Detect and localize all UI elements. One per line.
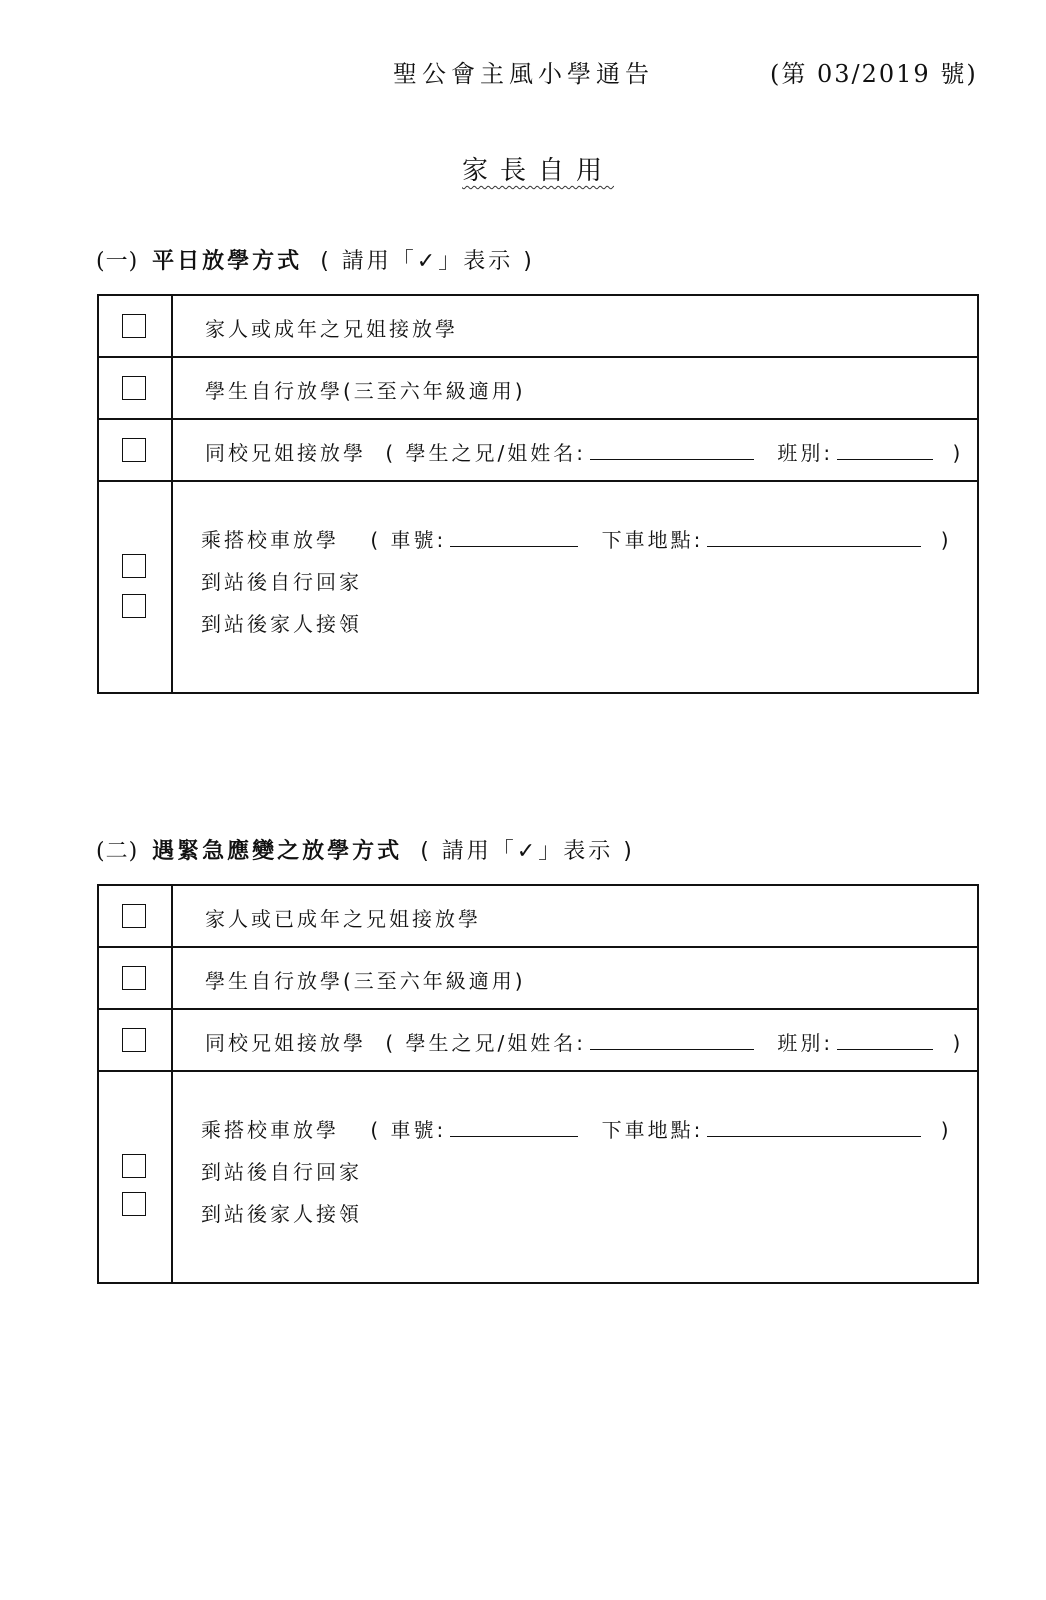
table-row [99, 948, 977, 1010]
checkbox-family-pickup[interactable] [122, 314, 146, 338]
close-paren: ) [952, 1031, 964, 1055]
section-1-heading [96, 244, 535, 275]
checkbox-family-pickup[interactable] [122, 904, 146, 928]
section-1-title: 平日放學方式 [152, 249, 303, 274]
class-label: 班別: [777, 1031, 834, 1055]
table-row [99, 296, 977, 358]
dropoff-field[interactable] [707, 1118, 921, 1137]
checkbox-bus-self-home[interactable] [122, 554, 146, 578]
class-field[interactable] [837, 441, 933, 460]
option-label: 家人或已成年之兄姐接放學 [205, 907, 481, 931]
notice-title: 聖公會主風小學通告 [393, 60, 654, 88]
sibling-name-label: ( 學生之兄/姐姓名: [385, 1031, 586, 1055]
checkbox-self-leave[interactable] [122, 966, 146, 990]
checkbox-bus-self-home[interactable] [122, 1154, 146, 1178]
dropoff-label: 下車地點: [601, 1118, 704, 1142]
option-label: 同校兄姐接放學 [205, 441, 366, 465]
bus-number-field[interactable] [450, 1118, 578, 1137]
checkbox-bus-family-collect[interactable] [122, 1192, 146, 1216]
close-paren: ) [940, 528, 952, 552]
close-paren: ) [940, 1118, 952, 1142]
section-2-note: ( 請用「✓」表示 ) [420, 839, 635, 864]
checkbox-self-leave[interactable] [122, 376, 146, 400]
bus-number-label: ( 車號: [370, 528, 447, 552]
close-paren: ) [952, 441, 964, 465]
section-1-number: (一) [96, 249, 139, 274]
bus-option-self-home: 到站後自行回家 [201, 570, 362, 594]
option-label: 學生自行放學(三至六年級適用) [205, 969, 526, 993]
notice-number: (第 03/2019 號) [770, 60, 978, 88]
option-label: 學生自行放學(三至六年級適用) [205, 379, 526, 403]
section-2-number: (二) [96, 839, 139, 864]
table-row [99, 482, 977, 692]
bus-option-family-collect: 到站後家人接領 [201, 612, 362, 636]
bus-label: 乘搭校車放學 [201, 528, 339, 552]
checkbox-bus-family-collect[interactable] [122, 594, 146, 618]
sibling-name-label: ( 學生之兄/姐姓名: [385, 441, 586, 465]
dropoff-label: 下車地點: [601, 528, 704, 552]
checkbox-sibling-pickup[interactable] [122, 438, 146, 462]
section-2-heading [96, 834, 635, 865]
table-row [99, 886, 977, 948]
class-field[interactable] [837, 1031, 933, 1050]
table-row [99, 1072, 977, 1282]
class-label: 班別: [777, 441, 834, 465]
section-1-note: ( 請用「✓」表示 ) [320, 249, 535, 274]
page-subtitle: 家長自用 [462, 156, 615, 186]
checkbox-sibling-pickup[interactable] [122, 1028, 146, 1052]
option-label: 家人或成年之兄姐接放學 [205, 317, 458, 341]
dropoff-field[interactable] [707, 528, 921, 547]
sibling-name-field[interactable] [590, 441, 754, 460]
section-2-title: 遇緊急應變之放學方式 [152, 839, 403, 864]
bus-number-field[interactable] [450, 528, 578, 547]
option-label: 同校兄姐接放學 [205, 1031, 366, 1055]
bus-option-family-collect: 到站後家人接領 [201, 1202, 362, 1226]
table-row [99, 1010, 977, 1072]
section-1-table [97, 294, 979, 694]
table-row [99, 420, 977, 482]
section-2-table [97, 884, 979, 1284]
bus-label: 乘搭校車放學 [201, 1118, 339, 1142]
bus-number-label: ( 車號: [370, 1118, 447, 1142]
table-row [99, 358, 977, 420]
bus-option-self-home: 到站後自行回家 [201, 1160, 362, 1184]
sibling-name-field[interactable] [590, 1031, 754, 1050]
